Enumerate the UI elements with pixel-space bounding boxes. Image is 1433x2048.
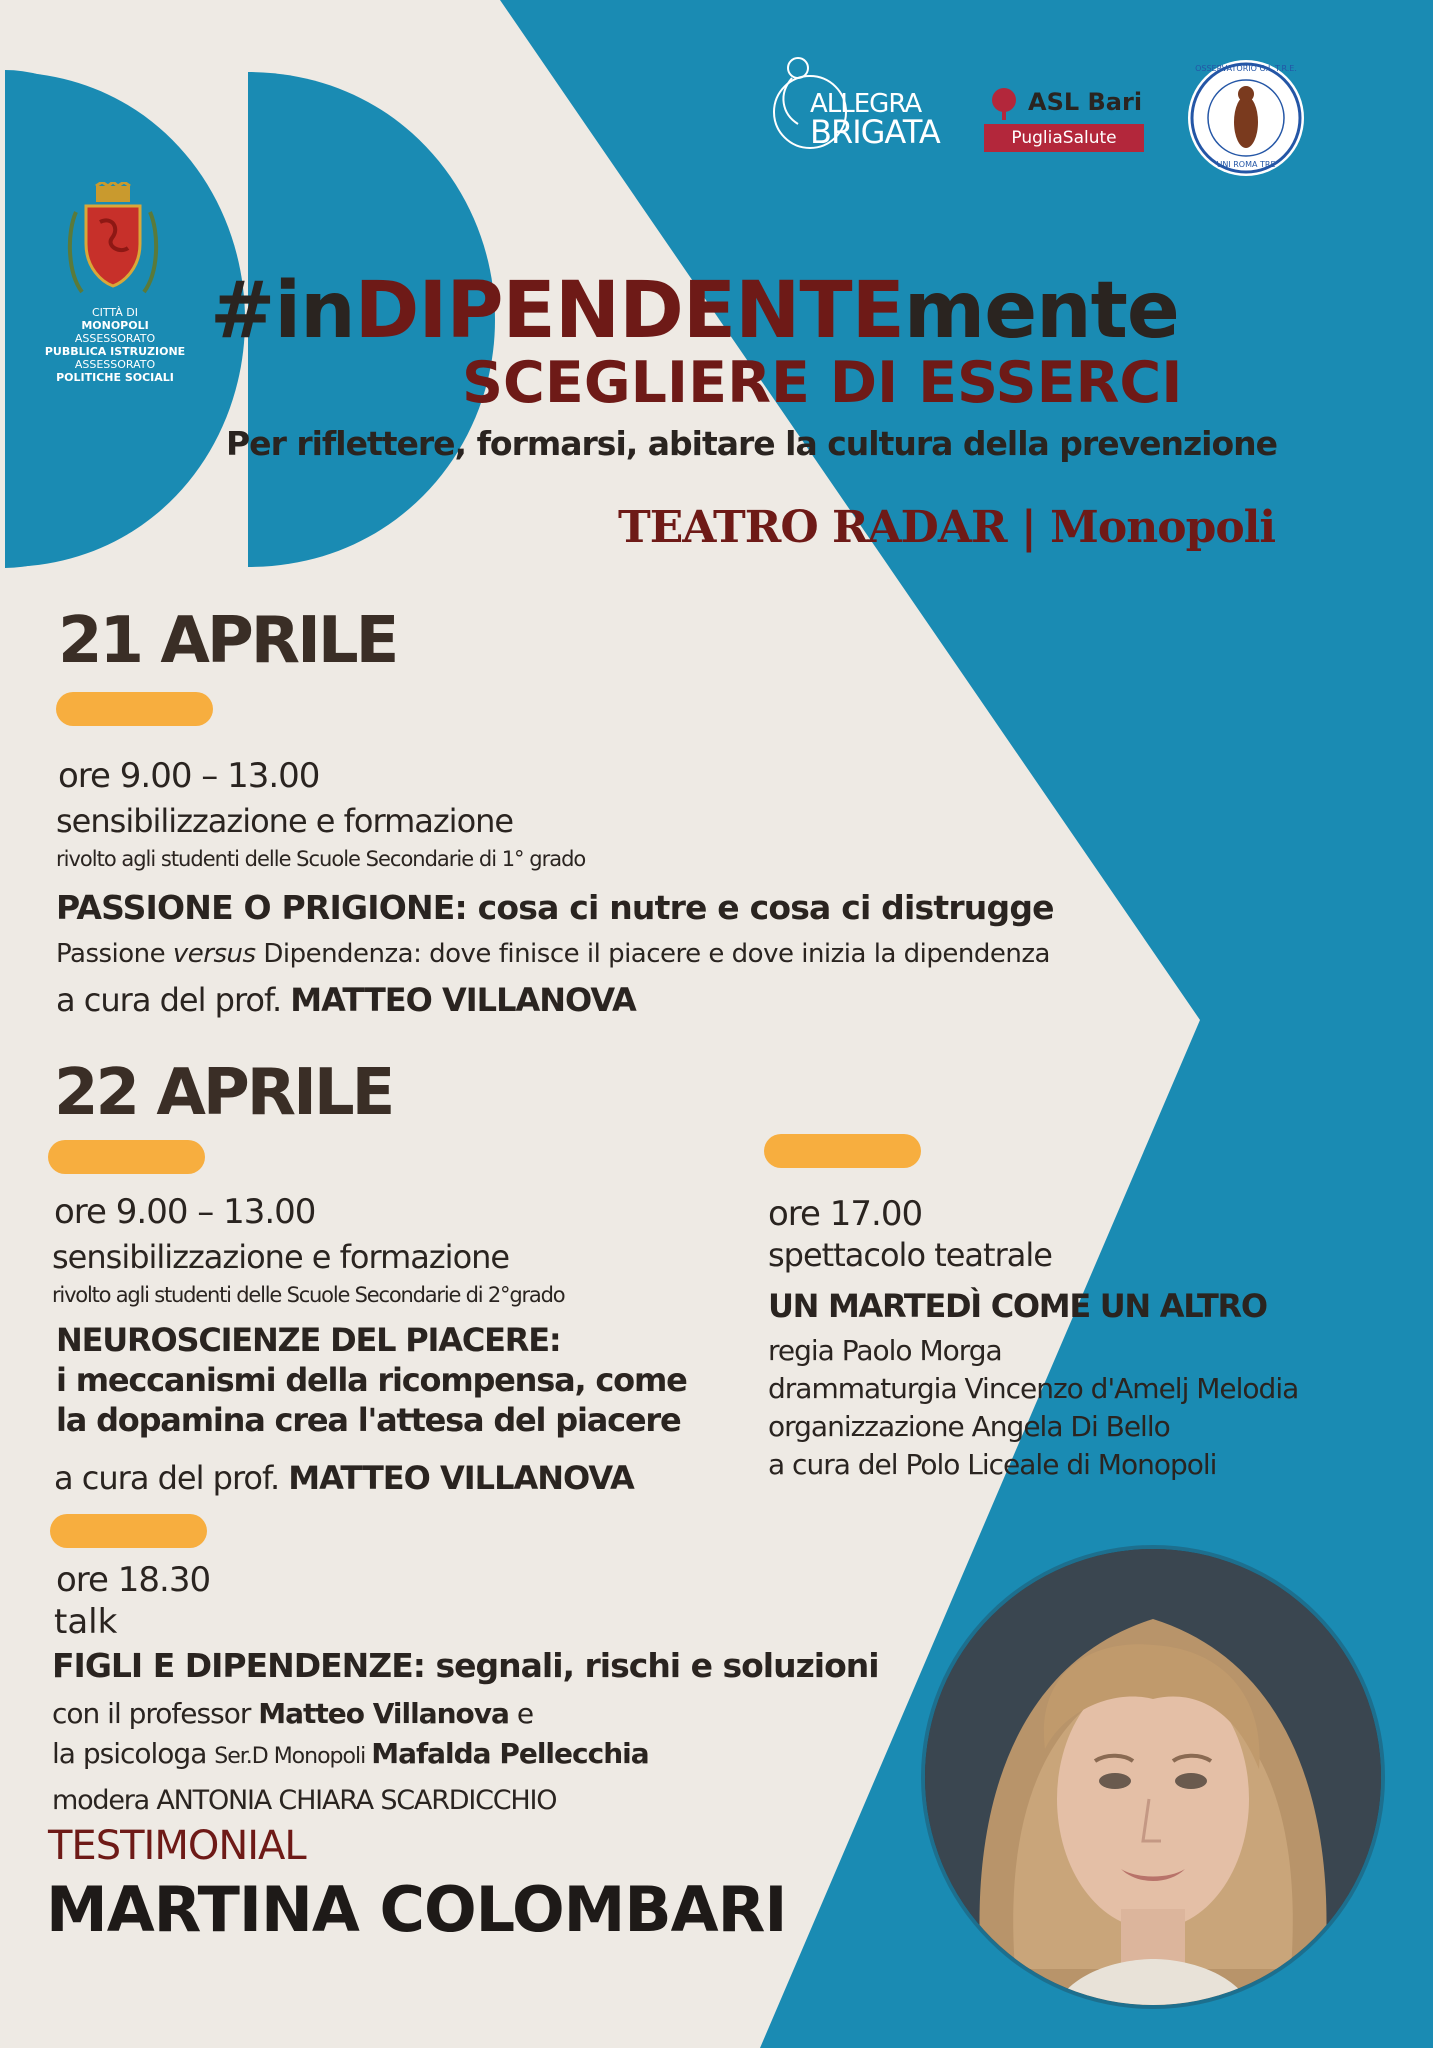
day2-morning-time: ore 9.00 – 13.00 bbox=[54, 1192, 316, 1232]
event-hashtag-title: #inDIPENDENTEmente bbox=[210, 266, 1179, 356]
day1-description: Passione versus Dipendenza: dove finisce il piacere e dove inizia la dipendenza bbox=[56, 939, 1050, 969]
day2-evening-type: spettacolo teatrale bbox=[768, 1236, 1052, 1274]
testimonial-portrait-icon bbox=[925, 1549, 1381, 2005]
day2-morning-title: NEUROSCIENZE DEL PIACERE: i meccanismi della ricompensa, come la dopamina crea l'attesa del piacere bbox=[56, 1321, 687, 1439]
asl-tree-icon bbox=[984, 86, 1024, 122]
day2-date: 22 APRILE bbox=[54, 1056, 393, 1130]
event-subtitle: SCEGLIERE DI ESSERCI bbox=[462, 350, 1183, 416]
municipality-text: CITTÀ DI MONOPOLI ASSESSORATO PUBBLICA ISTRUZIONE ASSESSORATO POLITICHE SOCIALI bbox=[44, 306, 186, 384]
day2-talk-speakers: con il professor Matteo Villanova e la psicologa Ser.D Monopoli Mafalda Pellecchia bbox=[52, 1697, 649, 1770]
day2-evening-time: ore 17.00 bbox=[768, 1194, 923, 1234]
day1-title: PASSIONE O PRIGIONE: cosa ci nutre e cosa ci distrugge bbox=[56, 888, 1054, 927]
osservatorio-bottom-text: UNI ROMA TRE bbox=[1216, 160, 1276, 169]
day1-curator: a cura del prof. MATTEO VILLANOVA bbox=[56, 981, 636, 1019]
day1-accent-bar bbox=[56, 692, 213, 726]
day1-time: ore 9.00 – 13.00 bbox=[58, 756, 320, 796]
day2-talk-moderator: modera ANTONIA CHIARA SCARDICCHIO bbox=[52, 1785, 557, 1816]
asl-subtitle-badge: PugliaSalute bbox=[984, 124, 1144, 152]
day2-talk-title: FIGLI E DIPENDENZE: segnali, rischi e soluzioni bbox=[52, 1646, 879, 1685]
day2-talk-time: ore 18.30 bbox=[56, 1560, 211, 1600]
testimonial-label: TESTIMONIAL bbox=[48, 1823, 306, 1869]
day2-morning-accent-bar bbox=[48, 1140, 205, 1174]
event-tagline: Per riflettere, formarsi, abitare la cultura della prevenzione bbox=[226, 424, 1278, 463]
day2-evening-title: UN MARTEDÌ COME UN ALTRO bbox=[768, 1287, 1267, 1325]
asl-name: ASL Bari bbox=[1028, 88, 1143, 116]
day2-evening-accent-bar bbox=[764, 1134, 921, 1168]
day1-date: 21 APRILE bbox=[58, 604, 397, 678]
day2-evening-credits: regia Paolo Morga drammaturgia Vincenzo d'Amelj Melodia organizzazione Angela Di Bello a cura del Polo Liceale di Monopoli bbox=[768, 1334, 1299, 1481]
event-venue: TEATRO RADAR | Monopoli bbox=[618, 502, 1276, 553]
day2-morning-audience: rivolto agli studenti delle Scuole Secondarie di 2°grado bbox=[52, 1283, 565, 1307]
testimonial-name: MARTINA COLOMBARI bbox=[46, 1873, 787, 1946]
day1-type: sensibilizzazione e formazione bbox=[56, 802, 514, 840]
day2-talk-type: talk bbox=[54, 1602, 118, 1642]
monopoli-crest-icon bbox=[62, 182, 164, 302]
allegra-brigata-name: ALLEGRA BRIGATA bbox=[810, 89, 940, 151]
osservatorio-top-text: OSSERVATORIO O.L.T.R.E. bbox=[1195, 64, 1297, 73]
day2-talk-accent-bar bbox=[50, 1514, 207, 1548]
day2-morning-type: sensibilizzazione e formazione bbox=[52, 1238, 510, 1276]
day1-audience: rivolto agli studenti delle Scuole Secondarie di 1° grado bbox=[56, 847, 586, 871]
day2-morning-curator: a cura del prof. MATTEO VILLANOVA bbox=[54, 1459, 634, 1497]
